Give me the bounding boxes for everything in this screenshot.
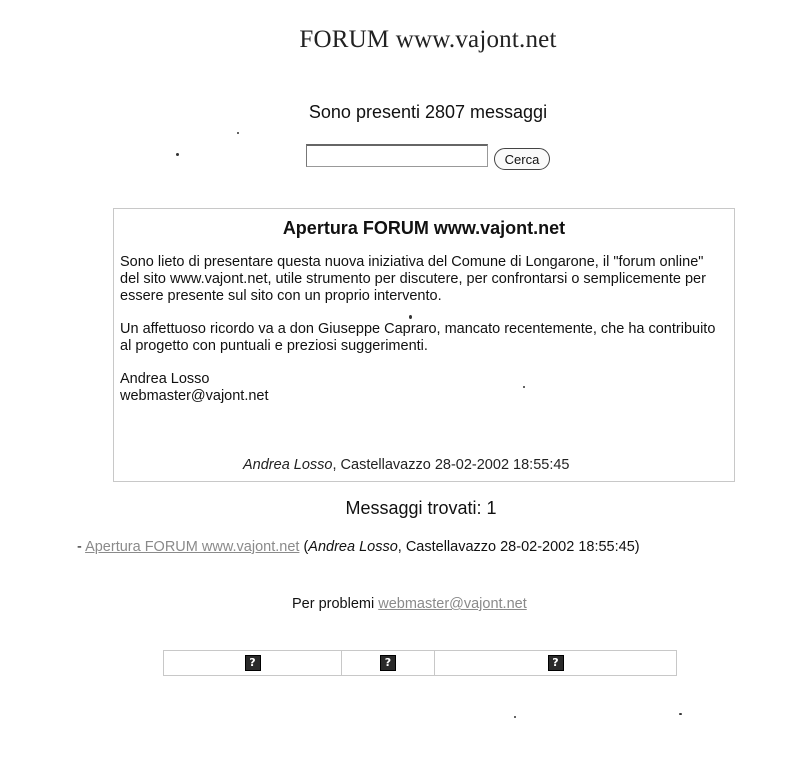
message-signature	[120, 371, 720, 405]
results-heading: Messaggi trovati: 1	[345, 498, 497, 518]
scan-speck	[514, 716, 516, 718]
icon-cell	[164, 651, 342, 675]
result-prefix: -	[77, 539, 86, 555]
broken-image-icon[interactable]: ?	[245, 655, 261, 671]
message-footer-details: , Castellavazzo 28-02-2002 18:55:45	[332, 457, 570, 473]
icon-cell	[342, 651, 435, 675]
signature-name: Andrea Losso	[120, 371, 210, 387]
broken-image-icon[interactable]: ?	[548, 655, 564, 671]
list-item	[77, 539, 640, 555]
scan-speck	[679, 713, 682, 715]
message-box	[113, 208, 735, 482]
icon-bar	[163, 650, 677, 676]
problems-label: Per problemi	[292, 596, 379, 612]
problems-line	[292, 596, 527, 612]
result-author: Andrea Losso	[308, 539, 398, 555]
problems-email-link[interactable]: webmaster@vajont.net	[378, 596, 527, 612]
message-paragraph-1: Sono lieto di presentare questa nuova iniziativa del Comune di Longarone, il "forum online" del sito www.vajont.net, utile strumento per discutere, per confrontarsi o semplicemente per essere presente sul sito con un proprio intervento.	[120, 254, 706, 304]
message-count-heading: Sono presenti 2807 messaggi	[308, 102, 548, 122]
result-meta-open: (	[299, 539, 309, 555]
broken-image-icon[interactable]: ?	[380, 655, 396, 671]
scan-speck	[409, 315, 412, 319]
search-input[interactable]	[306, 144, 488, 167]
search-button[interactable]: Cerca	[494, 148, 550, 170]
message-title: Apertura FORUM www.vajont.net	[282, 218, 566, 238]
message-footer	[243, 457, 569, 473]
scan-speck	[523, 386, 525, 388]
icon-cell	[435, 651, 676, 675]
scan-speck	[237, 132, 239, 134]
message-paragraph-2: Un affettuoso ricordo va a don Giuseppe Capraro, mancato recentemente, che ha contribuito al progetto con puntuali e preziosi suggerimenti.	[120, 321, 716, 354]
result-link[interactable]: Apertura FORUM www.vajont.net	[85, 539, 300, 555]
message-footer-author: Andrea Losso	[243, 457, 333, 473]
scan-speck	[176, 153, 179, 156]
result-details: , Castellavazzo 28-02-2002 18:55:45)	[397, 539, 640, 555]
message-body	[120, 254, 720, 405]
site-title: FORUM www.vajont.net	[299, 26, 557, 53]
signature-email: webmaster@vajont.net	[120, 388, 269, 404]
